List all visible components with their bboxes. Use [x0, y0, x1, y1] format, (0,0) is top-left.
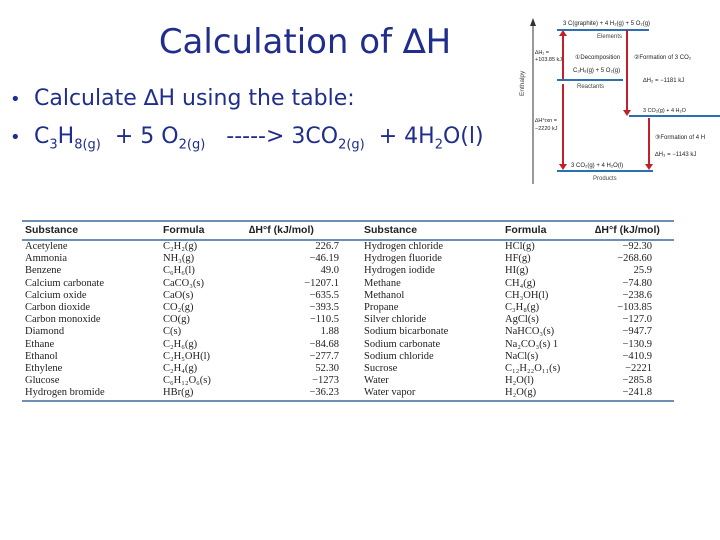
header-formula: Formula: [160, 221, 246, 240]
cell-dhf-2: −103.85: [617, 302, 652, 314]
table-row: [22, 240, 674, 253]
dhrxn-arrowhead-icon: [559, 164, 567, 170]
elements-label: Elements: [597, 34, 623, 40]
cell-formula-2: C₃H₈(g): [505, 302, 540, 314]
y-axis-label: Enthalpy: [519, 70, 526, 96]
cell-dhf-2: −238.6: [622, 289, 652, 301]
enthalpy-diagram: [519, 14, 720, 191]
table-row: [22, 326, 674, 338]
products-formula: 3 CO₂(g) + 4 H₂O(l): [571, 163, 624, 169]
cell-dhf: 226.7: [315, 241, 339, 252]
eq-part: -----> 3CO: [226, 124, 339, 149]
table-header-row: [22, 221, 674, 240]
cell-substance-2: Sucrose: [364, 363, 398, 375]
dhrxn-value: −2220 kJ: [535, 126, 558, 132]
cell-formula-2: NaCl(s): [505, 350, 539, 362]
cell-dhf: −635.5: [309, 289, 339, 301]
header-substance-2: Substance: [361, 221, 502, 240]
cell-formula-2: Na₂CO₃(s) 1: [505, 338, 559, 350]
cell-substance-2: Hydrogen chloride: [364, 241, 444, 252]
products-label: Products: [593, 176, 617, 182]
cell-substance-2: Propane: [364, 302, 399, 314]
cell-formula: C₂H₆(g): [163, 338, 198, 350]
eq-sub: 2: [434, 137, 443, 153]
cell-substance-2: Silver chloride: [364, 314, 427, 326]
cell-dhf-2: −285.8: [622, 375, 652, 387]
cell-dhf-2: −130.9: [622, 338, 652, 350]
cell-dhf: −110.5: [309, 314, 339, 326]
equation: [34, 124, 484, 152]
cell-substance: Diamond: [25, 326, 65, 338]
cell-formula: CO(g): [163, 314, 190, 326]
enthalpy-table: [22, 220, 674, 402]
cell-substance: Calcium oxide: [25, 289, 87, 301]
cell-formula-2: CH₄(g): [505, 277, 536, 289]
cell-substance-2: Sodium carbonate: [364, 338, 441, 350]
reactants-label: Reactants: [577, 84, 605, 90]
cell-formula: CO₂(g): [163, 302, 194, 314]
cell-substance-2: Methanol: [364, 289, 405, 301]
cell-dhf-2: −74.80: [622, 277, 652, 289]
table-row: [22, 314, 674, 326]
cell-substance: Benzene: [25, 265, 62, 277]
cell-formula-2: NaHCO₃(s): [505, 326, 555, 338]
table-row: [22, 278, 674, 290]
cell-dhf: 52.30: [315, 363, 339, 375]
cell-substance: Acetylene: [25, 241, 68, 252]
dh1-label: ∆H₁ =: [535, 50, 549, 56]
table-row: [22, 265, 674, 277]
cell-formula: C₂H₅OH(l): [163, 350, 210, 362]
cell-formula-2: CH₃OH(l): [505, 289, 549, 301]
cell-dhf-2: 25.9: [633, 265, 652, 277]
cell-substance: Glucose: [25, 375, 60, 387]
co2-level-formula: 3 CO₂(g) + 4 H₂O: [643, 108, 686, 114]
dh2-label: ∆H₂ = −1181 kJ: [643, 78, 685, 84]
bullet-dot-icon: •: [10, 89, 21, 110]
cell-dhf: −84.68: [309, 338, 339, 350]
cell-formula: CaCO₃(s): [163, 277, 204, 289]
eq-part: O(l): [442, 124, 484, 149]
cell-substance-2: Hydrogen fluoride: [364, 253, 442, 265]
cell-formula-2: AgCl(s): [505, 314, 539, 326]
cell-formula: C(s): [163, 326, 182, 338]
dh3-label: ∆H₃ = −1143 kJ: [655, 152, 697, 158]
cell-dhf: −36.23: [246, 387, 361, 400]
cell-formula-2: HI(g): [505, 265, 529, 277]
cell-dhf: −46.19: [309, 253, 339, 265]
table-row: [22, 339, 674, 351]
cell-substance: Hydrogen bromide: [22, 387, 160, 400]
cell-substance-2: Sodium chloride: [364, 350, 434, 362]
cell-substance: Calcium carbonate: [25, 277, 105, 289]
cell-formula: C₂H₄(g): [163, 363, 198, 375]
cell-dhf-2: −410.9: [622, 350, 652, 362]
table-row: [22, 375, 674, 387]
cell-dhf: −393.5: [309, 302, 339, 314]
eq-sub: 2(g): [178, 137, 206, 153]
step1-label: ①Decomposition: [575, 55, 621, 61]
cell-dhf: 1.88: [320, 326, 339, 338]
eq-part: H: [57, 124, 75, 149]
cell-formula-2: H₂O(l): [505, 375, 534, 387]
cell-dhf-2: −92.30: [622, 241, 652, 252]
enthalpy-diagram-svg: [519, 14, 720, 191]
table-row: [22, 253, 674, 265]
dh3-arrowhead-icon: [645, 164, 653, 170]
header-formula-2: Formula: [502, 221, 592, 240]
slide-title: Calculation of ∆H: [158, 22, 452, 62]
step2-label: ②Formation of 3 CO₂: [634, 55, 692, 61]
cell-substance-2: Water: [364, 375, 389, 387]
table-row: [22, 387, 674, 400]
cell-dhf: −1207.1: [304, 277, 339, 289]
bullet-dot-icon: •: [10, 127, 21, 148]
cell-dhf-2: −241.8: [592, 387, 674, 400]
cell-substance-2: Methane: [364, 277, 401, 289]
cell-formula: HBr(g): [160, 387, 246, 400]
cell-dhf-2: −2221: [625, 363, 652, 375]
table-row: [22, 290, 674, 302]
cell-substance-2: Water vapor: [361, 387, 502, 400]
cell-formula-2: HCl(g): [505, 241, 535, 252]
bullet-instruction-text: Calculate ∆H using the table:: [34, 86, 355, 111]
cell-substance-2: Sodium bicarbonate: [364, 326, 449, 338]
table-row: [22, 351, 674, 363]
eq-sub: 2(g): [338, 137, 365, 153]
eq-sub: 3: [49, 137, 58, 153]
table-row: [22, 302, 674, 314]
cell-formula: CaO(s): [163, 289, 194, 301]
elements-formula: 3 C(graphite) + 4 H₂(g) + 5 O₂(g): [563, 21, 651, 27]
cell-substance-2: Hydrogen iodide: [364, 265, 435, 277]
cell-substance: Carbon dioxide: [25, 302, 91, 314]
eq-part: + 5 O: [114, 124, 179, 149]
cell-formula: C₆H₁₂O₆(s): [163, 375, 211, 387]
eq-sub: 8(g): [74, 137, 101, 153]
cell-substance: Ethylene: [25, 363, 63, 375]
cell-dhf: −277.7: [309, 350, 339, 362]
cell-dhf: −1273: [312, 375, 339, 387]
cell-formula: C₆H₆(l): [163, 265, 195, 277]
bullet-instruction: [10, 86, 484, 124]
header-dhf-2: ∆H°f (kJ/mol): [592, 221, 674, 240]
header-dhf: ∆H°f (kJ/mol): [246, 221, 361, 240]
dhrxn-label: ∆H°rxn =: [535, 118, 557, 124]
reactants-formula: C₃H₈(g) + 5 O₂(g): [573, 68, 621, 74]
y-axis-arrow-icon: [530, 18, 536, 26]
cell-substance: Carbon monoxide: [25, 314, 101, 326]
cell-dhf-2: −127.0: [622, 314, 652, 326]
header-substance: Substance: [22, 221, 160, 240]
cell-dhf: 49.0: [320, 265, 339, 277]
cell-substance: Ethane: [25, 338, 55, 350]
cell-formula-2: HF(g): [505, 253, 531, 265]
cell-dhf-2: −268.60: [617, 253, 652, 265]
cell-formula-2: H₂O(g): [502, 387, 592, 400]
step3-label: ③Formation of 4 H: [655, 135, 706, 141]
cell-formula: NH₃(g): [163, 253, 195, 265]
cell-formula-2: C₁₂H₂₂O₁₁(s): [505, 363, 561, 375]
table-row: [22, 363, 674, 375]
eq-part: + 4H: [378, 124, 435, 149]
cell-substance: Ammonia: [25, 253, 67, 265]
cell-formula: C₂H₂(g): [163, 241, 198, 252]
cell-substance: Ethanol: [25, 350, 58, 362]
bullet-equation: [10, 124, 484, 162]
bullet-list: [10, 86, 484, 162]
cell-dhf-2: −947.7: [622, 326, 652, 338]
dh1-value: +103.85 kJ: [535, 57, 563, 63]
eq-part: C: [34, 124, 50, 149]
